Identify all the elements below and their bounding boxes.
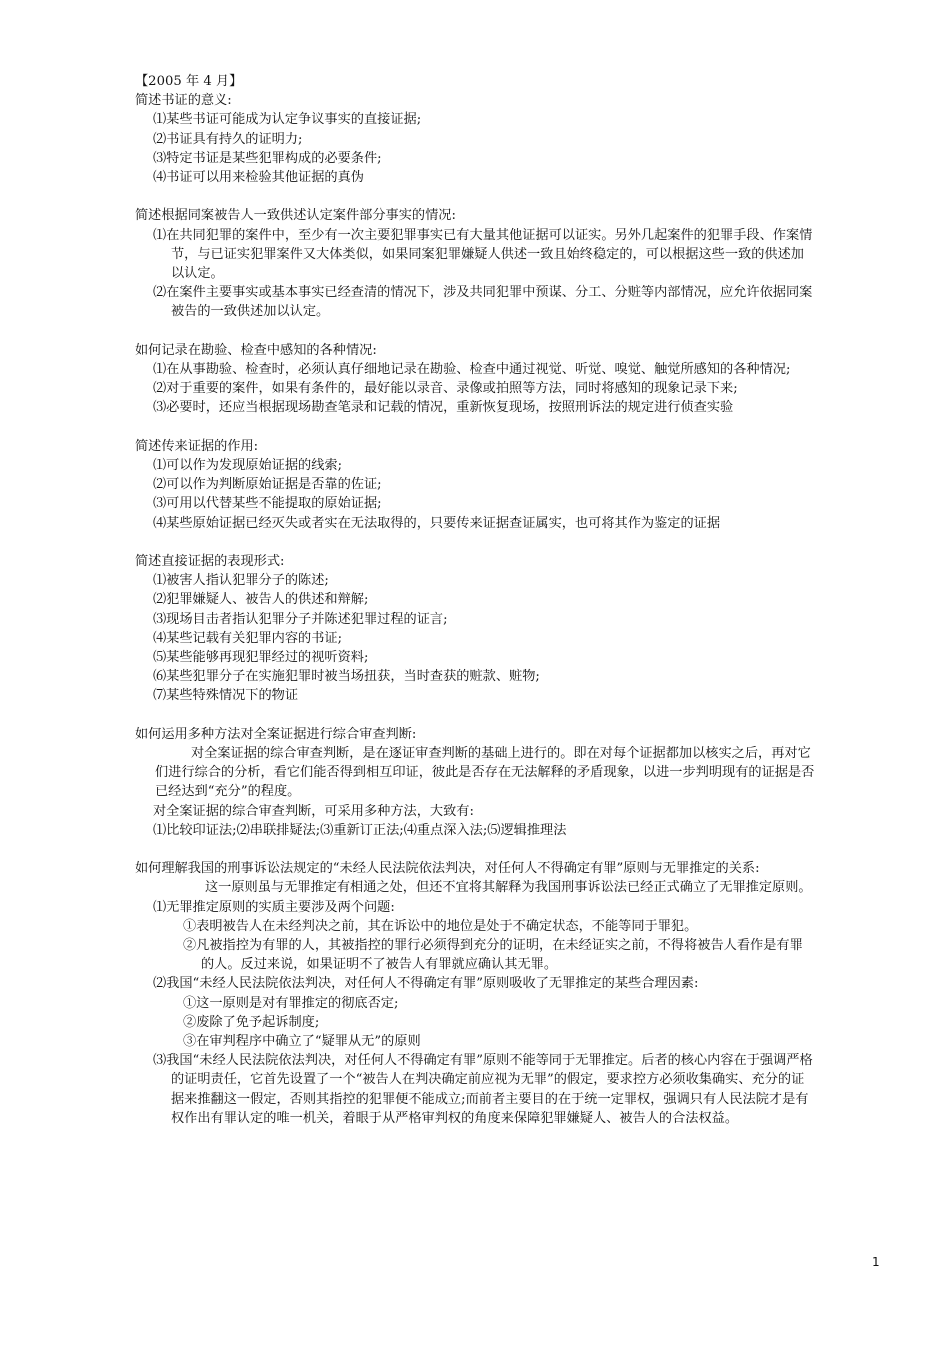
section-title: 简述传来证据的作用: bbox=[135, 438, 259, 454]
spacer bbox=[135, 322, 815, 341]
sub-list-item: ③在审判程序中确立了“疑罪从无”的原则 bbox=[183, 1034, 421, 1050]
list-item: ⑵犯罪嫌疑人、被告人的供述和辩解; bbox=[153, 592, 369, 608]
list-item: ⑷某些原始证据已经灭失或者实在无法取得的，只要传来证据查证属实，也可将其作为鉴定的证据 bbox=[153, 515, 721, 531]
spacer bbox=[135, 187, 815, 206]
paragraph-line: 对全案证据的综合审查判断，可采用多种方法，大致有: bbox=[153, 803, 474, 819]
spacer bbox=[135, 840, 815, 859]
section-title: 如何理解我国的刑事诉讼法规定的“未经人民法院依法判决，对任何人不得确定有罪”原则与无罪推定的关系: bbox=[135, 861, 760, 877]
spacer bbox=[135, 533, 815, 552]
paragraph-line: ⑴比较印证法;⑵串联排疑法;⑶重新订正法;⑷重点深入法;⑸逻辑推理法 bbox=[153, 822, 567, 838]
list-item: ⑶可用以代替某些不能提取的原始证据; bbox=[153, 496, 382, 512]
sub-list-item: ②废除了免予起诉制度; bbox=[183, 1014, 320, 1030]
list-item: ⑸某些能够再现犯罪经过的视听资料; bbox=[153, 650, 369, 666]
list-item: ⑴在从事勘验、检查时，必须认真仔细地记录在勘验、检查中通过视觉、听觉、嗅觉、触觉所感知的各种情况; bbox=[153, 362, 791, 378]
list-item: ⑴被害人指认犯罪分子的陈述; bbox=[153, 573, 329, 589]
list-item: ⑵我国“未经人民法院依法判决，对任何人不得确定有罪”原则吸收了无罪推定的某些合理因素: bbox=[153, 976, 699, 992]
list-item: ⑴在共同犯罪的案件中，至少有一次主要犯罪事实已有大量其他证据可以证实。另外几起案件的犯罪手段、作案情节，与已证实犯罪案件又大体类似，如果同案犯罪嫌疑人供述一致且始终稳定的，可以根据这些一致的供述加以认定。 bbox=[153, 227, 813, 282]
document-header: 【2005 年 4 月】 bbox=[135, 74, 243, 89]
section-comprehensive-review bbox=[135, 725, 815, 840]
sub-list-item: ②凡被指控为有罪的人，其被指控的罪行必须得到充分的证明，在未经证实之前，不得将被告人看作是有罪的人。反过来说，如果证明不了被告人有罪就应确认其无罪。 bbox=[183, 938, 803, 973]
list-item: ⑶必要时，还应当根据现场勘查笔录和记载的情况，重新恢复现场，按照刑诉法的规定进行侦查实验 bbox=[153, 400, 734, 416]
section-title: 如何运用多种方法对全案证据进行综合审查判断: bbox=[135, 726, 417, 742]
section-documentary-evidence bbox=[135, 91, 815, 187]
list-item: ⑹某些犯罪分子在实施犯罪时被当场扭获，当时查获的赃款、赃物; bbox=[153, 669, 540, 685]
section-inspection-records bbox=[135, 341, 815, 418]
spacer bbox=[135, 706, 815, 725]
list-item: ⑵在案件主要事实或基本事实已经查清的情况下，涉及共同犯罪中预谋、分工、分赃等内部情况，应允许依据同案被告的一致供述加以认定。 bbox=[153, 285, 813, 320]
list-item: ⑷书证可以用来检验其他证据的真伪 bbox=[153, 170, 364, 186]
list-item: ⑴某些书证可能成为认定争议事实的直接证据; bbox=[153, 112, 422, 128]
section-title: 简述根据同案被告人一致供述认定案件部分事实的情况: bbox=[135, 208, 456, 224]
paragraph: 对全案证据的综合审查判断，是在逐证审查判断的基础上进行的。即在对每个证据都加以核实之后，再对它们进行综合的分析，看它们能否得到相互印证，彼此是否存在无法解释的矛盾现象，以进一步判明现有的证据是否已经达到“充分”的程度。 bbox=[155, 746, 815, 800]
section-presumption-of-innocence bbox=[135, 859, 815, 1128]
list-item: ⑵可以作为判断原始证据是否靠的佐证; bbox=[153, 477, 382, 493]
list-item: ⑺某些特殊情况下的物证 bbox=[153, 688, 299, 704]
section-hearsay-evidence bbox=[135, 437, 815, 533]
list-item: ⑶我国“未经人民法院依法判决，对任何人不得确定有罪”原则不能等同于无罪推定。后者的核心内容在于强调严格的证明责任，它首先设置了一个“被告人在判决确定前应视为无罪”的假定，要求控方必须收集确实、充分的证据来推翻这一假定，否则其指控的犯罪便不能成立;而前者主要目的在于统一定罪权，强调只有人民法院才是有权作出有罪认定的唯一机关，着眼于从严格审判权的角度来保障犯罪嫌疑人、被告人的合法权益。 bbox=[153, 1053, 813, 1126]
section-title: 简述直接证据的表现形式: bbox=[135, 554, 285, 570]
list-item: ⑵书证具有持久的证明力; bbox=[153, 131, 303, 147]
section-direct-evidence bbox=[135, 552, 815, 706]
section-title: 简述书证的意义: bbox=[135, 93, 232, 109]
section-title: 如何记录在勘验、检查中感知的各种情况: bbox=[135, 342, 377, 358]
paragraph: 这一原则虽与无罪推定有相通之处，但还不宜将其解释为我国刑事诉讼法已经正式确立了无罪推定原则。 bbox=[205, 880, 812, 896]
section-co-defendant-statements bbox=[135, 206, 815, 321]
page-number: 1 bbox=[872, 1255, 880, 1269]
document-body bbox=[135, 72, 815, 1128]
list-item: ⑷某些记载有关犯罪内容的书证; bbox=[153, 630, 343, 646]
list-item: ⑴可以作为发现原始证据的线索; bbox=[153, 458, 343, 474]
list-item: ⑶特定书证是某些犯罪构成的必要条件; bbox=[153, 150, 382, 166]
spacer bbox=[135, 418, 815, 437]
list-item: ⑴无罪推定原则的实质主要涉及两个问题: bbox=[153, 899, 395, 915]
list-item: ⑵对于重要的案件，如果有条件的，最好能以录音、录像或拍照等方法，同时将感知的现象记录下来; bbox=[153, 381, 738, 397]
sub-list-item: ①这一原则是对有罪推定的彻底否定; bbox=[183, 995, 399, 1011]
sub-list-item: ①表明被告人在未经判决之前，其在诉讼中的地位是处于不确定状态，不能等同于罪犯。 bbox=[183, 918, 698, 934]
list-item: ⑶现场目击者指认犯罪分子并陈述犯罪过程的证言; bbox=[153, 611, 448, 627]
